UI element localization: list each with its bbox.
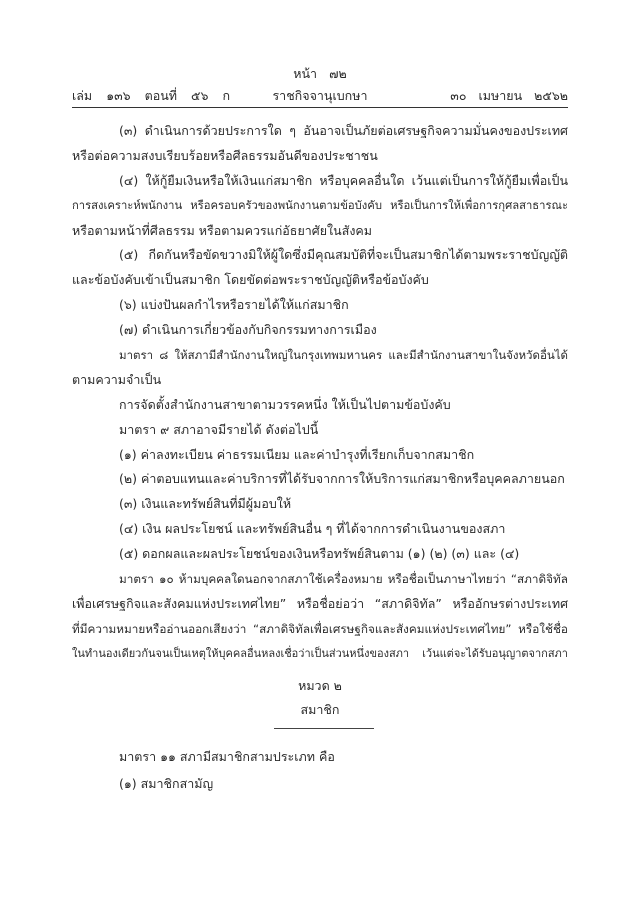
body-text (72, 119, 568, 667)
chapter-label: หมวด ๒ (298, 678, 342, 693)
body-line: มาตรา ๑๐ ห้ามบุคคลใดนอกจากสภาใช้เครื่องหมาย หรือชื่อเป็นภาษาไทยว่า “สภาดิจิทัล (119, 572, 568, 587)
issue-label: ตอนที่ (144, 88, 178, 103)
body-line: มาตรา ๙ สภาอาจมีรายได้ ดังต่อไปนี้ (119, 421, 319, 437)
header-divider (72, 107, 568, 108)
body-line: (๓) เงินและทรัพย์สินที่มีผู้มอบให้ (119, 496, 292, 512)
issue-type: ก (222, 88, 231, 103)
body-line: (๒) ค่าตอบแทนและค่าบริการที่ได้รับจากการให้บริการแก่สมาชิกหรือบุคคลภายนอก (119, 471, 565, 487)
body-line: (๕) ดอกผลและผลประโยชน์ของเงินหรือทรัพย์สินตาม (๑) (๒) (๓) และ (๔) (119, 546, 520, 562)
body-line: ในทำนองเดียวกันจนเป็นเหตุให้บุคคลอื่นหลงเชื่อว่าเป็นส่วนหนึ่งของสภา เว้นแต่จะได้รับอนุญาตจากสภา (72, 646, 568, 660)
body-line: มาตรา ๘ ให้สภามีสำนักงานใหญ่ในกรุงเทพมหานคร และมีสำนักงานสาขาในจังหวัดอื่นได้ (119, 348, 568, 363)
body-line: (๗) ดำเนินการเกี่ยวข้องกับกิจกรรมทางการเมือง (119, 322, 377, 338)
body-line: (๕) กีดกันหรือขัดขวางมิให้ผู้ใดซึ่งมีคุณสมบัติที่จะเป็นสมาชิกได้ตามพระราชบัญญัติ (119, 247, 568, 263)
body-line: การสงเคราะห์พนักงาน หรือครอบครัวของพนักงานตามข้อบังคับ หรือเป็นการให้เพื่อการกุศลสาธารณะ (72, 198, 568, 212)
page-number: ๗๒ (329, 66, 347, 81)
body-line: ตามความจำเป็น (72, 371, 162, 387)
chapter-title: สมาชิก (300, 702, 340, 717)
body-line: หรือต่อความสงบเรียบร้อยหรือศีลธรรมอันดีของประชาชน (72, 147, 378, 163)
body-line: เพื่อเศรษฐกิจและสังคมแห่งประเทศไทย” หรือชื่อย่อว่า “สภาดิจิทัล” หรืออักษรต่างประเทศ (72, 595, 568, 611)
publication-date (438, 86, 568, 106)
body-line: หรือตามหน้าที่ศีลธรรม หรือตามควรแก่อัธยาศัยในสังคม (72, 222, 373, 238)
chapter-divider (274, 728, 374, 729)
body-line: (๔) เงิน ผลประโยชน์ และทรัพย์สินอื่น ๆ ที่ได้จากการดำเนินงานของสภา (119, 521, 506, 537)
volume-label: เล่ม (72, 88, 93, 103)
date-year: ๒๕๖๒ (534, 88, 568, 103)
page-label: หน้า (293, 66, 318, 81)
section-11-item-1: (๑) สมาชิกสามัญ (119, 776, 214, 791)
volume-number: ๑๓๖ (106, 88, 131, 103)
date-day: ๓๐ (450, 88, 467, 103)
issue-number: ๕๖ (191, 88, 209, 103)
body-line: (๖) แบ่งปันผลกำไรหรือรายได้ให้แก่สมาชิก (119, 297, 349, 313)
publication-title: ราชกิจจานุเบกษา (272, 88, 368, 103)
gazette-header (72, 86, 568, 106)
body-line: (๑) ค่าลงทะเบียน ค่าธรรมเนียม และค่าบำรุงที่เรียกเก็บจากสมาชิก (119, 446, 475, 462)
body-line: และข้อบังคับเข้าเป็นสมาชิก โดยขัดต่อพระราชบัญญัติหรือข้อบังคับ (72, 272, 429, 288)
body-line: (๔) ให้กู้ยืมเงินหรือให้เงินแก่สมาชิก หรือบุคคลอื่นใด เว้นแต่เป็นการให้กู้ยืมเพื่อเป็น (119, 172, 568, 188)
body-line: การจัดตั้งสำนักงานสาขาตามวรรคหนึ่ง ให้เป็นไปตามข้อบังคับ (119, 396, 451, 412)
body-line: ที่มีความหมายหรืออ่านออกเสียงว่า “สภาดิจิทัลเพื่อเศรษฐกิจและสังคมแห่งประเทศไทย” หรือใช้ชื่อ (72, 621, 568, 636)
page-number-header (0, 64, 640, 84)
section-11-line: มาตรา ๑๑ สภามีสมาชิกสามประเภท คือ (119, 749, 335, 764)
date-month: เมษายน (478, 88, 523, 103)
body-line: (๓) ดำเนินการด้วยประการใด ๆ อันอาจเป็นภัยต่อเศรษฐกิจความมั่นคงของประเทศ (119, 123, 568, 138)
